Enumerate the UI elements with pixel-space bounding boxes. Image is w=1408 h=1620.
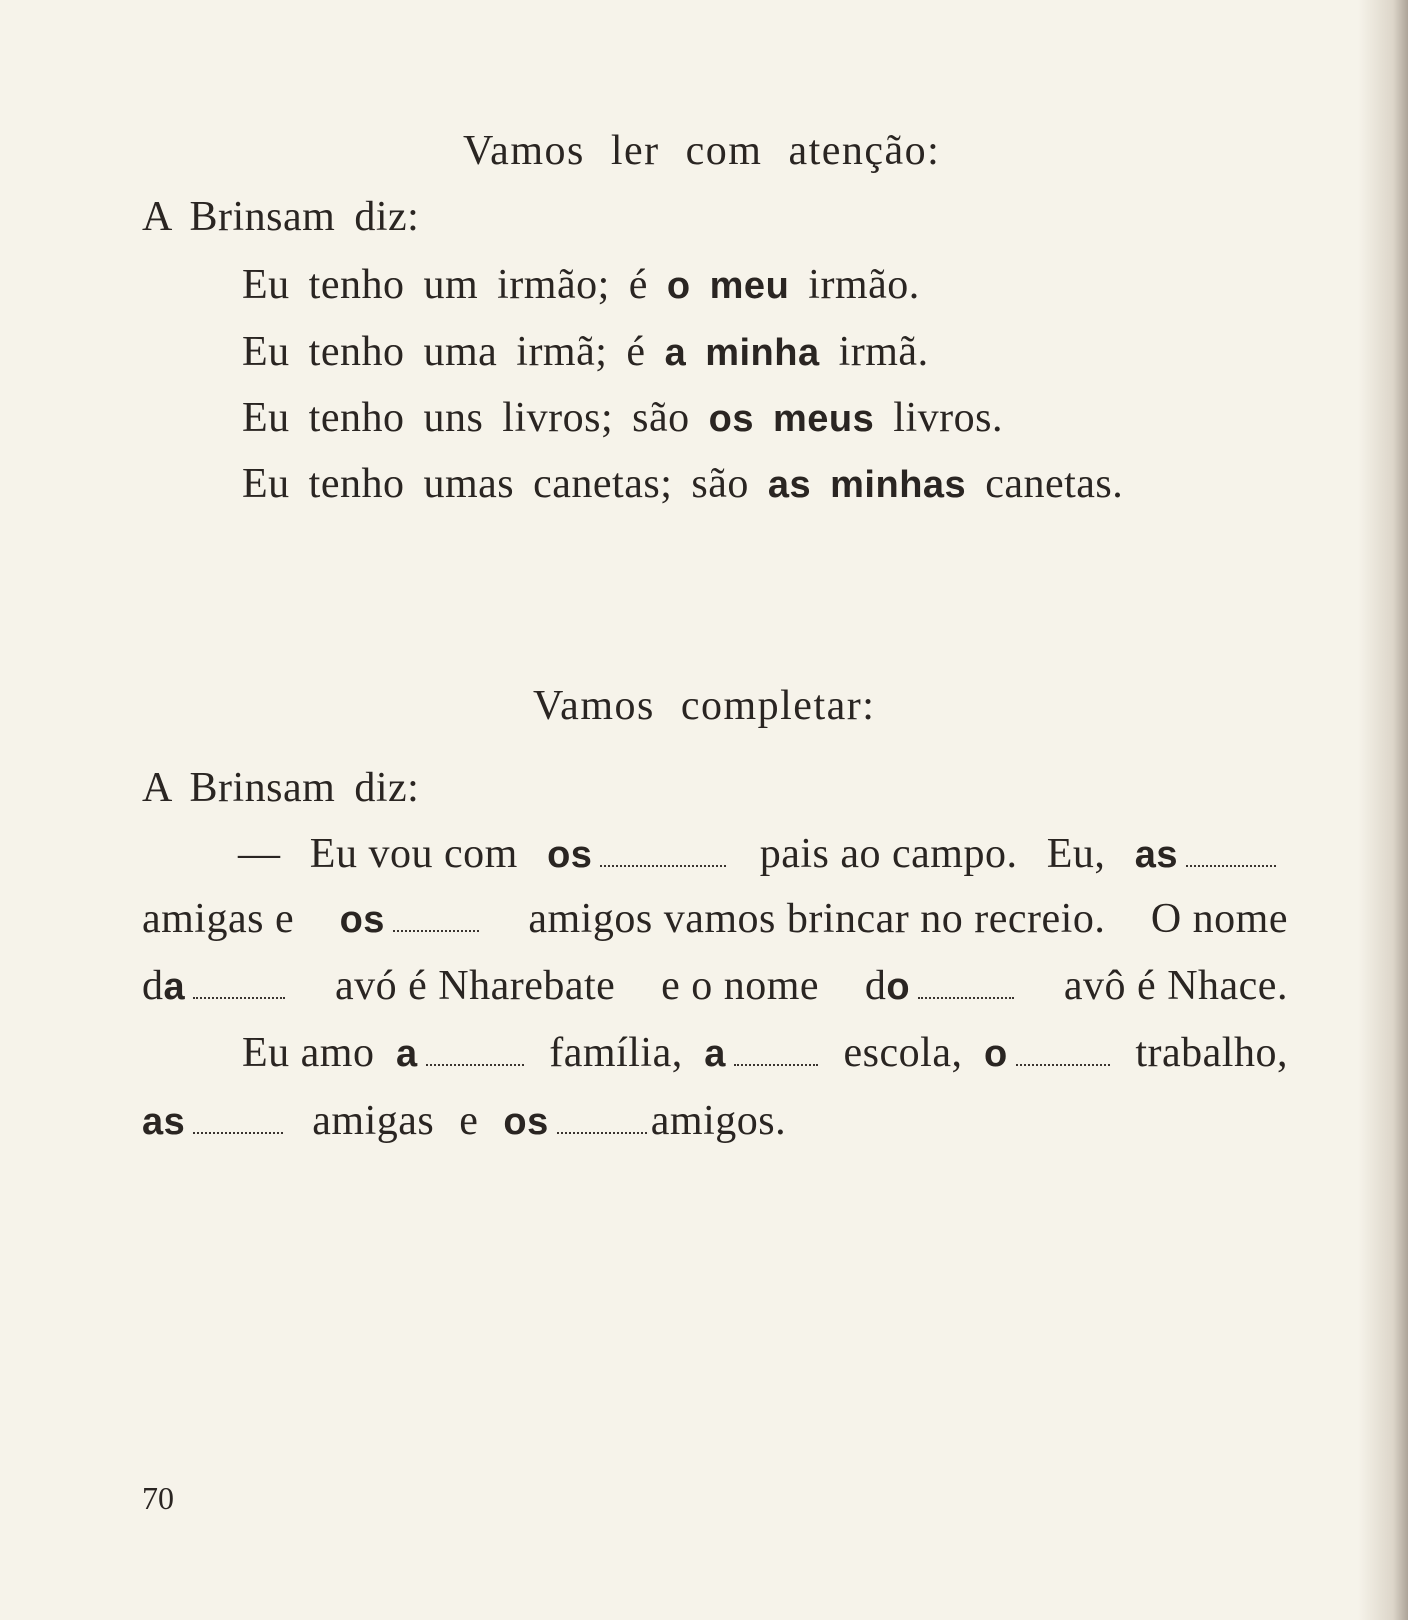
section-heading-complete: Vamos completar:: [533, 683, 876, 729]
blank-6[interactable]: [426, 1058, 524, 1066]
blank-10[interactable]: [557, 1126, 647, 1134]
exercise-line-2: amigas e os amigos vamos brincar no recreio. O nome: [142, 896, 1288, 942]
exercise-line-5: as amigas e os amigos.: [142, 1098, 787, 1144]
exercise-line-1: — Eu vou com os pais ao campo. Eu, as: [238, 833, 1280, 875]
blank-9[interactable]: [193, 1126, 283, 1134]
example-line-4: Eu tenho umas canetas; são as minhas canetas.: [242, 461, 1124, 507]
section-heading-read: Vamos ler com atenção:: [463, 128, 941, 174]
blank-3[interactable]: [393, 924, 479, 932]
exercise-line-3: da avó é Nharebate e o nome do avô é Nhace.: [142, 963, 1288, 1009]
blank-7[interactable]: [734, 1058, 818, 1066]
example-line-3: Eu tenho uns livros; são os meus livros.: [242, 395, 1003, 441]
blank-4[interactable]: [193, 991, 285, 999]
blank-1[interactable]: [600, 859, 726, 867]
blank-5[interactable]: [918, 991, 1014, 999]
exercise-line-4: Eu amo a família, a escola, o trabalho,: [242, 1030, 1288, 1076]
blank-8[interactable]: [1016, 1058, 1110, 1066]
page-edge-shadow: [1358, 0, 1408, 1620]
page-number: 70: [142, 1480, 174, 1516]
speaker-line: A Brinsam diz:: [142, 194, 420, 240]
example-line-2: Eu tenho uma irmã; é a minha irmã.: [242, 329, 929, 375]
speaker-line-2: A Brinsam diz:: [142, 765, 420, 811]
example-line-1: Eu tenho um irmão; é o meu irmão.: [242, 262, 920, 308]
blank-2[interactable]: [1186, 859, 1276, 867]
